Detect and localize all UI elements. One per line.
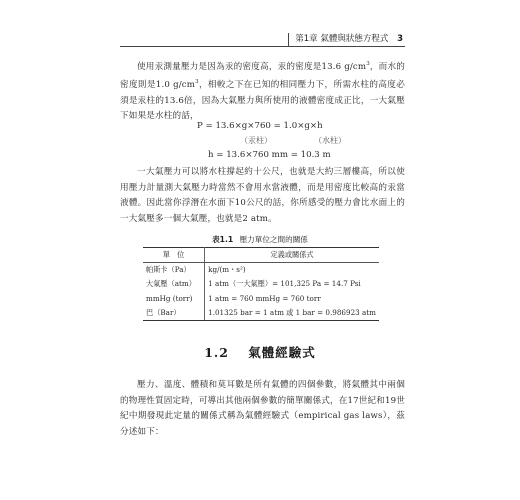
chapter-title: 氣體與狀態方程式 bbox=[320, 34, 389, 44]
running-header bbox=[120, 33, 405, 47]
superscript: 3 bbox=[366, 61, 370, 67]
equation-height: h = 13.6×760 mm = 10.3 m bbox=[208, 150, 331, 160]
superscript: 3 bbox=[195, 79, 199, 86]
chapter-heading-box bbox=[288, 33, 405, 47]
table-cell: 大氣壓（atm） bbox=[143, 277, 205, 292]
table-header-row bbox=[143, 248, 379, 263]
table-cell: 1 atm（一大氣壓）= 101,325 Pa = 14.7 Psi bbox=[208, 279, 361, 289]
paragraph-text: 使用汞測量壓力是因為汞的密度高，汞的密度是13.6 g/cm bbox=[137, 61, 367, 72]
paragraph-text: ，而水的密度則是1.0 g/cm bbox=[120, 61, 405, 91]
equation-note-mercury: （汞柱） bbox=[240, 136, 272, 145]
page-number: 3 bbox=[397, 34, 403, 44]
table-cell: 巴（Bar） bbox=[143, 306, 205, 321]
table-row bbox=[143, 263, 379, 278]
table-cell: kg/(m・s²) bbox=[208, 265, 246, 274]
section-heading bbox=[0, 343, 520, 361]
table-cell: 1.01325 bar = 1 atm 或 1 bar = 0.986923 atm bbox=[205, 306, 379, 321]
section-number: 1.2 bbox=[204, 345, 229, 360]
paragraph-gas-laws-intro: 壓力、溫度、體積和莫耳數是所有氣體的四個參數，將氣體其中兩個的物理性質固定時，可導出其他兩個參數的簡單關係式，在17世紀和19世紀中期發現此定量的關係式稱為氣體經驗式（empirical gas laws），茲分述如下： bbox=[120, 380, 405, 437]
pressure-units-table bbox=[143, 247, 379, 321]
table-cell: 1 atm = 760 mmHg = 760 torr bbox=[208, 294, 321, 304]
table-row bbox=[143, 306, 379, 321]
paragraph-water-column: 一大氣壓力可以將水柱撐起約十公尺，也就是大約三層樓高，所以使用壓力計量測大氣壓力時當然不會用水當液體，而是用密度比較高的汞當液體。因此當你浮潛在水面下10公尺的話，你所感受的壓力會比水面上的一大氣壓多一個大氣壓，也就是2 atm。 bbox=[120, 167, 405, 224]
section-title: 氣體經驗式 bbox=[248, 345, 316, 360]
chapter-number: 第1章 bbox=[295, 34, 318, 44]
paragraph-text: ，相較之下在已知的相同壓力下，所需水柱的高度必須是汞柱的13.6倍，因為大氣壓力與所使用的液體密度成正比，一大氣壓下如果是水柱的話， bbox=[120, 80, 405, 122]
table-header-cell: 單 位 bbox=[143, 248, 205, 263]
table-label: 表1.1 bbox=[212, 235, 234, 244]
table-caption bbox=[0, 234, 520, 245]
table-row bbox=[143, 292, 379, 307]
equation-note-water: （水柱） bbox=[314, 136, 346, 145]
equation-pressure: P = 13.6×g×760 = 1.0×g×h bbox=[197, 121, 323, 131]
table-cell: mmHg (torr) bbox=[143, 292, 205, 307]
table-row bbox=[143, 277, 379, 292]
paragraph-mercury-density bbox=[120, 57, 405, 125]
table-title: 壓力單位之間的關係 bbox=[239, 235, 308, 244]
table-cell: 帕斯卡（Pa） bbox=[143, 263, 205, 278]
table-header-cell: 定義或關係式 bbox=[205, 248, 379, 263]
